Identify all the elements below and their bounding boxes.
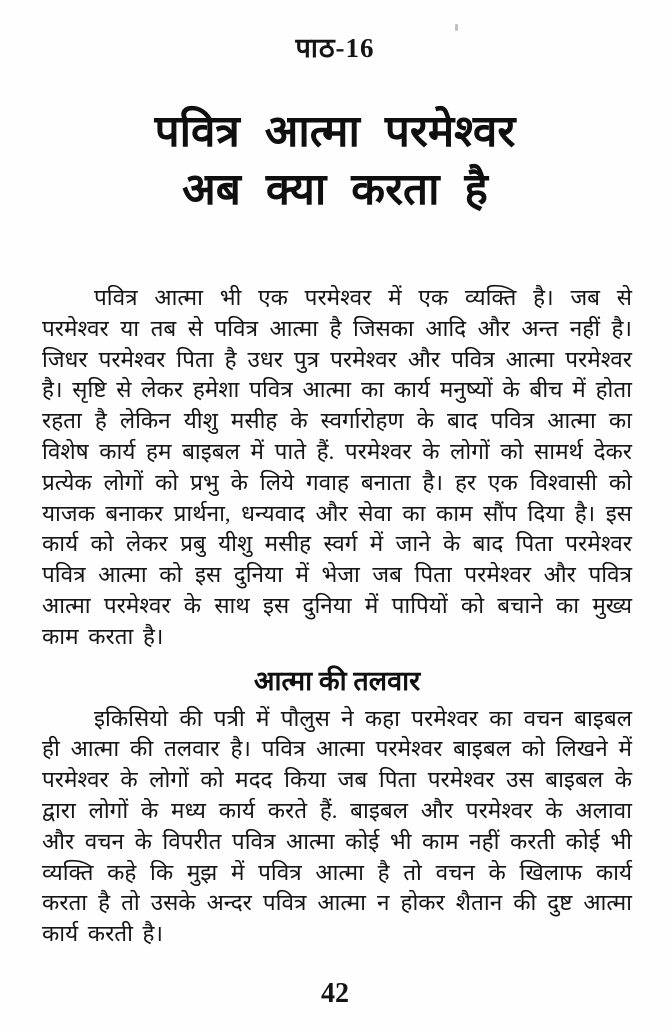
page-title-line-1: पवित्र आत्मा परमेश्वर — [154, 107, 516, 156]
section-heading: आत्मा की तलवार — [253, 665, 421, 696]
scan-speck — [455, 24, 458, 31]
page-title-line-2: अब क्या करता है — [182, 165, 488, 214]
page-title — [0, 103, 670, 219]
paragraph-intro: पवित्र आत्मा भी एक परमेश्वर में एक व्यक्ति है। जब से परमेश्वर या तब से पवित्र आत्मा है जिसका आदि और अन्त नहीं है। जिधर परमेश्वर पिता है उधर पुत्र परमेश्वर और पवित्र आत्मा परमेश्वर है। सृष्टि से लेकर हमेशा पवित्र आत्मा का कार्य मनुष्यों के बीच में होता रहता है लेकिन यीशु मसीह के स्वर्गारोहण के बाद पवित्र आत्मा का विशेष कार्य हम बाइबल में पाते हैं. परमेश्वर के लोगों को सामर्थ देकर प्रत्येक लोगों को प्रभु के लिये गवाह बनाता है। हर एक विश्वासी को याजक बनाकर प्रार्थना, धन्यवाद और सेवा का काम सौंप दिया है। इस कार्य को लेकर प्रबु यीशु मसीह स्वर्ग में जाने के बाद पिता परमेश्वर पवित्र आत्मा को इस दुनिया में भेजा जब पिता परमेश्वर और पवित्र आत्मा परमेश्वर के साथ इस दुनिया में पापियों को बचाने का मुख्य काम करता है। — [42, 285, 632, 649]
page-number: 42 — [321, 978, 349, 1009]
paragraph-sword-of-spirit: इकिसियो की पत्री में पौलुस ने कहा परमेश्वर का वचन बाइबल ही आत्मा की तलवार है। पवित्र आत्मा परमेश्वर बाइबल को लिखने में परमेश्वर के लोगों को मदद किया जब पिता परमेश्वर उस बाइबल के द्वारा लोगों के मध्य कार्य करते हैं. बाइबल और परमेश्वर के अलावा और वचन के विपरीत पवित्र आत्मा कोई भी काम नहीं करती कोई भी व्यक्ति कहे कि मुझ में पवित्र आत्मा है तो वचन के खिलाफ कार्य करता है तो उसके अन्दर पवित्र आत्मा न होकर शैतान की दुष्ट आत्मा कार्य करती है। — [42, 705, 632, 947]
body-text — [42, 283, 632, 950]
lesson-number-header: पाठ-16 — [295, 33, 375, 63]
